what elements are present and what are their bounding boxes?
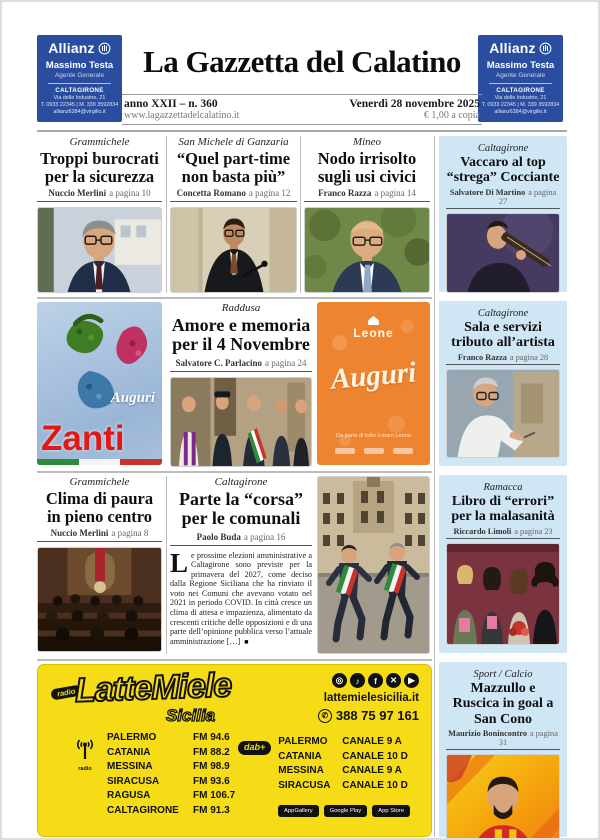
story-photo [170,377,312,467]
fm-row: PALERMO FM 94.6 [107,732,230,743]
story-author: Nuccio Merlini [50,528,109,539]
story-kicker: Mineo [352,136,382,148]
agency-address: Via delle Industrie, 21 [494,95,547,101]
end-mark: ■ [244,637,249,646]
story-author: Salvatore Di Martino [449,187,526,197]
story-body [170,551,312,659]
agent-role: Agente Generale [54,72,105,79]
agency-city: CALTAGIRONE [55,87,104,94]
story-pageref: a pagina 28 [509,352,549,362]
row-rule [37,297,432,299]
partner-logos [317,448,430,454]
copy-price: € 1,00 a copia [423,110,480,121]
story-kicker: Caltagirone [477,143,529,154]
allianz-ad-left[interactable] [37,35,122,122]
agent-role: Agente Generale [495,72,546,79]
story-pageref: a pagina 27 [498,187,557,206]
app-store-badge[interactable]: App Store [372,805,410,817]
story-photo [446,754,560,840]
story-author: Salvatore C. Parlacino [175,357,263,368]
story-kicker: Raddusa [221,302,261,314]
dab-channel-list [238,735,408,793]
lattemiele-logo: LatteMiele [74,666,232,710]
leone-ad[interactable] [317,302,430,465]
story-headline[interactable]: Libro di “errori” per la malasanità [451,494,555,525]
zanti-greeting: Auguri [110,390,155,406]
story-byline [37,188,162,202]
fm-row: RAGUSA FM 106.7 [107,790,236,801]
story-pageref: a pagina 23 [514,526,553,536]
story-headline[interactable]: Nodo irrisolto sugli usi civici [317,149,417,186]
allianz-logo-icon [539,42,552,55]
agency-city: CALTAGIRONE [496,87,545,94]
story-kicker: Grammichele [69,136,130,148]
story-card[interactable] [37,136,162,293]
whatsapp-number: 388 75 97 161 [335,708,419,723]
story-author: Maurizio Bonincontro [448,729,528,739]
x-icon[interactable]: ✕ [386,673,401,688]
whatsapp-contact[interactable] [318,708,419,723]
agency-address: Via delle Industrie, 21 [53,95,106,101]
divider [489,83,552,84]
issue-number: anno XXII – n. 360 [124,98,218,110]
story-byline [446,188,560,209]
row-rule [37,471,432,473]
sidebar-divider [434,136,435,837]
zanti-ad[interactable] [37,302,162,465]
story-card[interactable] [170,136,297,293]
leone-greeting: Auguri [329,356,418,396]
newspaper-website[interactable]: www.lagazzettadelcalatino.it [124,110,240,121]
row-rule [37,659,432,661]
story-photo [446,543,560,645]
column-divider [300,136,301,293]
fm-row: CATANIA FM 88.2 [107,746,230,758]
allianz-ad-right[interactable] [478,35,563,122]
sidebar-story-card[interactable] [439,136,567,292]
column-divider [166,136,167,293]
story-photo [304,207,430,293]
agency-phone: T. 0933 22345 | M. 339 3592834 [481,102,560,108]
tiktok-icon[interactable]: ♪ [350,673,365,688]
leone-house-icon [368,316,379,325]
story-photo [37,547,162,652]
story-pageref: a pagina 10 [109,188,151,199]
leone-brand: Leone [353,326,394,340]
story-pageref: a pagina 14 [374,188,416,199]
edition-date: Venerdì 28 novembre 2025 [349,98,480,110]
edition-bar [122,94,482,125]
instagram-icon[interactable]: ◎ [332,673,347,688]
story-kicker: Caltagirone [214,476,268,488]
allianz-brand: Allianz [489,40,536,56]
agent-name: Massimo Testa [486,60,555,71]
story-kicker: Ramacca [483,482,523,493]
story-author: Franco Razza [457,352,507,362]
column-divider [166,476,167,654]
agency-email: allianz6384@virgilio.it [494,109,547,115]
story-photo [446,213,560,293]
lattemiele-ad[interactable] [37,664,432,837]
story-card[interactable] [304,136,430,293]
story-pageref: a pagina 16 [243,531,286,542]
leone-tagline: Da parte di tutto il team Leone [336,433,411,439]
story-author: Paolo Buda [196,531,241,542]
fm-row: CALTAGIRONE FM 91.3 [107,804,230,816]
allianz-brand: Allianz [48,40,95,56]
story-pageref: a pagina 31 [498,729,558,748]
story-pageref: a pagina 24 [265,357,307,368]
dab-row: SIRACUSA CANALE 10 D [278,779,408,791]
allianz-logo-icon [98,42,111,55]
divider [48,83,111,84]
story-card[interactable] [170,302,312,465]
zanti-brand: Zanti [41,419,125,458]
story-byline [304,188,430,202]
dab-row: PALERMO CANALE 9 A [278,736,402,747]
italian-flag-stripe [37,459,162,465]
story-photo [170,207,297,293]
story-author: Franco Razza [318,188,372,199]
story-pageref: a pagina 8 [111,528,149,539]
story-kicker: San Michele di Ganzaria [178,136,289,148]
radio-pill-label: radio [50,684,82,700]
story-headline[interactable]: “Quel part-time non basta più” [176,149,291,186]
story-byline [170,188,297,202]
story-byline [446,353,560,365]
header-rule [37,130,567,132]
dab-plus-logo: dab+ [238,741,271,755]
fm-icon-label: radio [78,766,92,772]
story-headline[interactable]: Parte la “corsa” per le comunali [179,489,303,529]
story-author: Nuccio Merlini [48,188,107,199]
story-pageref: a pagina 12 [248,188,291,199]
story-photo [37,207,162,293]
story-kicker: Sport / Calcio [473,669,533,680]
story-headline[interactable]: Clima di paura in pieno centro [45,489,154,526]
story-byline [446,729,560,750]
story-headline[interactable]: Troppi burocrati per la sicurezza [40,149,159,186]
story-kicker: Grammichele [69,476,130,488]
story-headline[interactable]: Sala e servizi tributo all’artista [451,320,555,351]
feature-story-photo [317,476,430,654]
lattemiele-region: Sicilia [166,706,216,725]
google-play-badge[interactable]: Google Play [324,805,368,817]
story-kicker: Caltagirone [477,308,529,319]
fm-row: MESSINA FM 98.9 [107,761,230,772]
story-author: Riccardo Limoli [453,526,512,536]
dab-row: MESSINA CANALE 9 A [278,765,402,776]
story-card[interactable] [37,476,162,654]
story-byline [37,528,162,542]
sidebar-story-card[interactable] [439,301,567,466]
story-byline [170,358,312,372]
agent-name: Massimo Testa [45,60,114,71]
lattemiele-website[interactable]: lattemielesicilia.it [323,692,419,704]
body-text: e prossime elezioni amministrative a Caltagirone sono previste per la primavera del 2027, come deciso dalla Regione Siciliana che ha rinviato il voto nei Comuni che avevano votato nel 2021 in periodo COVID. In città cresce un clima di attesa e impazienza, alimentato da crescenti critiche delle opposizioni e di una parte dell’opinione pubblica verso l’attuale amministrazione […] [170,550,312,646]
fm-row: SIRACUSA FM 93.6 [107,775,230,787]
whatsapp-icon: ✆ [318,709,332,723]
app-store-badges [278,805,410,817]
youtube-icon[interactable]: ▶ [404,673,419,688]
story-byline [446,527,560,539]
sidebar-story-card[interactable] [439,475,567,653]
appgallery-badge[interactable]: AppGallery [278,805,319,817]
radio-antenna-icon [73,737,97,761]
facebook-icon[interactable]: f [368,673,383,688]
sidebar-story-card[interactable] [439,662,567,837]
dab-row: CATANIA CANALE 10 D [278,750,408,762]
masthead-title: La Gazzetta del Calatino [143,44,461,79]
story-photo [446,369,560,458]
agency-email: allianz6384@virgilio.it [53,109,106,115]
social-icons [332,673,419,688]
story-headline[interactable]: Mazzullo e Ruscica in goal a San Cono [452,681,554,727]
agency-phone: T. 0933 22345 | M. 339 3592834 [40,102,119,108]
story-byline [170,532,312,546]
story-headline[interactable]: Vaccaro al top “strega” Cocciante [446,155,560,186]
story-author: Concetta Romano [176,188,246,199]
story-headline[interactable]: Amore e memoria per il 4 Novembre [171,315,311,355]
fm-frequency-list [72,731,235,818]
feature-story-card[interactable] [170,476,312,654]
drop-cap: L [170,550,189,578]
